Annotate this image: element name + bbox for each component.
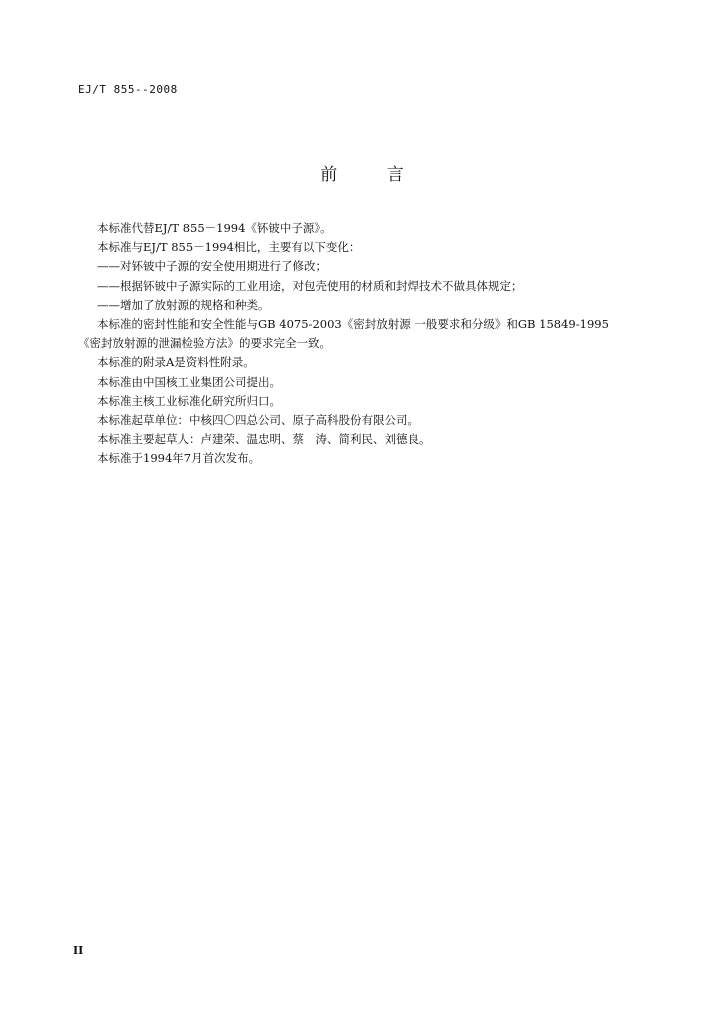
paragraph: 本标准的附录A是资料性附录。 [97, 355, 255, 370]
foreword-body [78, 219, 688, 469]
page-title: 前 言 [320, 165, 426, 185]
paragraph: 本标准起草单位：中核四〇四总公司、原子高科股份有限公司。 [97, 413, 419, 428]
paragraph-continuation: 《密封放射源的泄漏检验方法》的要求完全一致。 [78, 336, 331, 351]
page-number: II [73, 944, 84, 957]
paragraph: 本标准代替EJ/T 855－1994《钚铍中子源》。 [97, 221, 332, 235]
paragraph: 本标准由中国核工业集团公司提出。 [97, 374, 281, 389]
paragraph: 本标准主核工业标准化研究所归口。 [97, 393, 281, 408]
paragraph: 本标准的密封性能和安全性能与GB 4075-2003《密封放射源 一般要求和分级》和GB 15849-1995 [97, 317, 609, 332]
standard-code: EJ/T 855--2008 [78, 83, 178, 96]
paragraph: 本标准于1994年7月首次发布。 [97, 451, 261, 466]
list-item: ——根据钚铍中子源实际的工业用途，对包壳使用的材质和封焊技术不做具体规定； [97, 278, 523, 293]
paragraph: 本标准与EJ/T 855－1994相比，主要有以下变化： [97, 240, 361, 255]
list-item: ——增加了放射源的规格和种类。 [97, 297, 270, 312]
paragraph: 本标准主要起草人：卢建荣、温忠明、蔡 涛、简利民、刘德良。 [97, 432, 431, 447]
list-item: ——对钚铍中子源的安全使用期进行了修改； [97, 259, 327, 274]
